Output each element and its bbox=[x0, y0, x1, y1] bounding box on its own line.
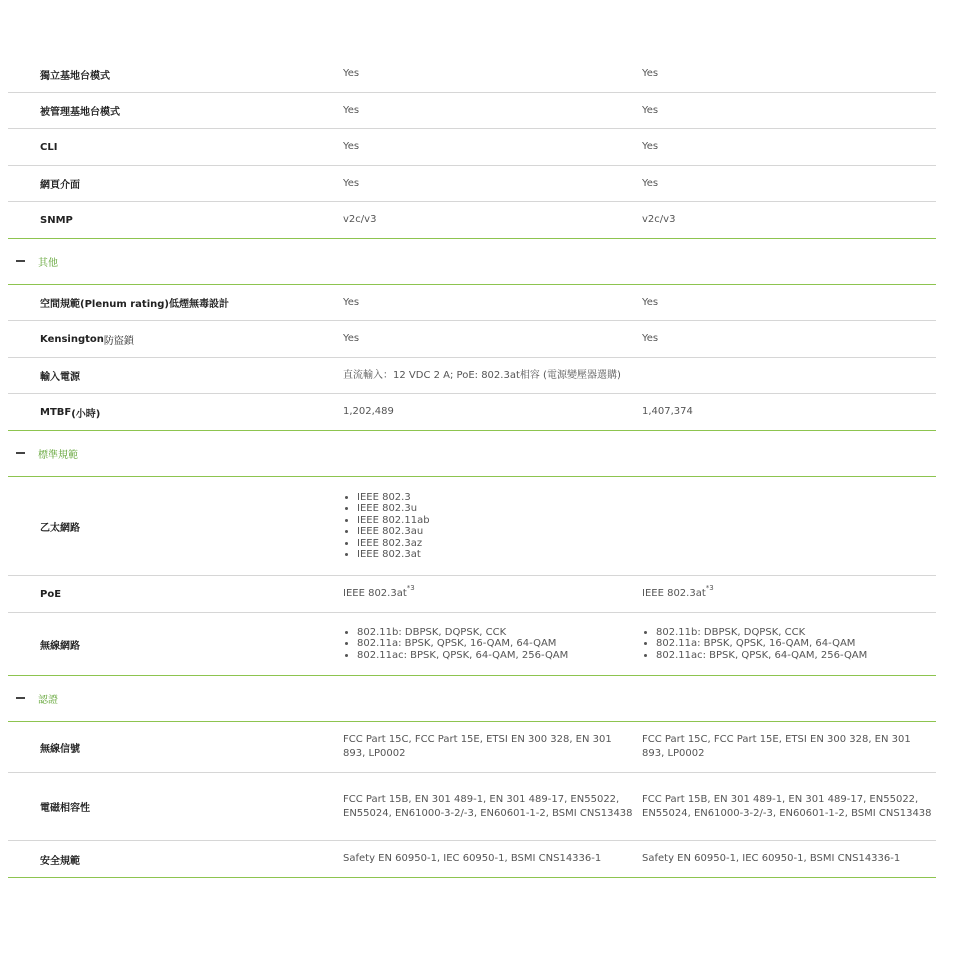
ethernet-standards-list bbox=[343, 492, 430, 561]
value-model-a: FCC Part 15C, FCC Part 15E, ETSI EN 300 328, EN 301 893, LP0002 bbox=[343, 734, 612, 759]
value-model-a: 1,202,489 bbox=[343, 406, 394, 417]
list-item: • IEEE 802.3u bbox=[357, 503, 430, 515]
value-model-a bbox=[343, 477, 633, 575]
list-item: • 802.11b: DBPSK, DQPSK, CCK bbox=[656, 627, 867, 639]
value-model-a: Yes bbox=[343, 177, 360, 189]
spec-row-mtbf bbox=[8, 394, 936, 431]
section-title: 其他 bbox=[38, 258, 58, 269]
collapse-minus-icon[interactable] bbox=[16, 260, 25, 262]
row-label: 被管理基地台模式 bbox=[40, 107, 120, 118]
list-item: • 802.11ac: BPSK, QPSK, 64-QAM, 256-QAM bbox=[357, 650, 568, 662]
collapse-minus-icon[interactable] bbox=[16, 452, 25, 454]
spec-row-managed-mode bbox=[8, 93, 936, 129]
list-item: • IEEE 802.3at bbox=[357, 549, 430, 561]
spec-row-snmp bbox=[8, 202, 936, 239]
row-label: 輸入電源 bbox=[40, 372, 80, 383]
spec-row-emc bbox=[8, 773, 936, 841]
poe-value: IEEE 802.3at bbox=[343, 588, 407, 599]
row-label bbox=[40, 321, 340, 357]
value-model-b: FCC Part 15B, EN 301 489-1, EN 301 489-17, EN55022, EN55024, EN61000-3-2/-3, EN60601-1-2, BSMI CNS13438 bbox=[642, 793, 932, 819]
row-label-strong: MTBF bbox=[40, 406, 72, 418]
spec-row-cli bbox=[8, 129, 936, 166]
value-model-a: Yes bbox=[343, 296, 360, 308]
row-label: SNMP bbox=[40, 214, 73, 226]
value-model-b: Yes bbox=[642, 296, 659, 308]
value-model-a bbox=[343, 576, 633, 612]
list-item: • IEEE 802.3az bbox=[357, 538, 430, 550]
footnote-marker: *3 bbox=[705, 584, 714, 592]
section-header-standards[interactable] bbox=[8, 431, 936, 477]
section-header-certification[interactable] bbox=[8, 676, 936, 722]
spec-row-ethernet bbox=[8, 477, 936, 576]
wireless-standards-list bbox=[642, 627, 867, 662]
list-item: • 802.11b: DBPSK, DQPSK, CCK bbox=[357, 627, 568, 639]
spec-row-wireless bbox=[8, 613, 936, 676]
list-item: • 802.11ac: BPSK, QPSK, 64-QAM, 256-QAM bbox=[656, 650, 867, 662]
value-model-a: Yes bbox=[343, 333, 360, 344]
footnote-marker: *3 bbox=[406, 584, 415, 592]
value-model-b bbox=[642, 613, 936, 675]
list-item: • IEEE 802.11ab bbox=[357, 515, 430, 527]
row-label: 獨立基地台模式 bbox=[40, 70, 110, 82]
spec-row-plenum bbox=[8, 285, 936, 321]
row-label: CLI bbox=[40, 141, 58, 153]
value-model-a bbox=[343, 613, 633, 675]
spec-row-poe bbox=[8, 576, 936, 613]
wireless-standards-list bbox=[343, 627, 568, 662]
value-model-a: Yes bbox=[343, 68, 360, 79]
row-label: 空間規範(Plenum rating)低煙無毒設計 bbox=[40, 299, 229, 310]
row-label-rest: 防盜鎖 bbox=[103, 335, 134, 347]
row-label: 無線信號 bbox=[40, 743, 80, 755]
section-header-other[interactable] bbox=[8, 239, 936, 285]
value-model-a: Yes bbox=[343, 141, 360, 152]
value-model-b: Yes bbox=[642, 177, 659, 189]
spec-row-web-ui bbox=[8, 166, 936, 202]
spec-row-kensington bbox=[8, 321, 936, 358]
section-title: 標準規範 bbox=[38, 450, 78, 461]
list-item: • 802.11a: BPSK, QPSK, 16-QAM, 64-QAM bbox=[357, 638, 568, 650]
row-label: 電磁相容性 bbox=[40, 803, 90, 814]
value-model-b: v2c/v3 bbox=[642, 214, 676, 225]
value-model-b: Safety EN 60950-1, IEC 60950-1, BSMI CNS14336-1 bbox=[642, 853, 901, 864]
value-model-b bbox=[642, 576, 936, 612]
value-shared: 直流輸入：12 VDC 2 A; PoE: 802.3at相容 (電源變壓器選購) bbox=[343, 369, 621, 381]
value-model-a: Yes bbox=[343, 104, 360, 116]
poe-value: IEEE 802.3at bbox=[642, 588, 706, 599]
list-item: • IEEE 802.3 bbox=[357, 492, 430, 504]
row-label: 乙太網路 bbox=[40, 522, 80, 534]
spec-row-safety bbox=[8, 841, 936, 878]
row-label-rest: (小時) bbox=[71, 408, 101, 420]
spec-table bbox=[8, 56, 936, 878]
value-model-a: FCC Part 15B, EN 301 489-1, EN 301 489-17, EN55022, EN55024, EN61000-3-2/-3, EN60601-1-2, BSMI CNS13438 bbox=[343, 793, 633, 819]
value-model-a: Safety EN 60950-1, IEC 60950-1, BSMI CNS14336-1 bbox=[343, 853, 602, 864]
collapse-minus-icon[interactable] bbox=[16, 697, 25, 699]
value-model-b: Yes bbox=[642, 104, 659, 116]
value-model-a: v2c/v3 bbox=[343, 214, 377, 225]
row-label: 無線網路 bbox=[40, 640, 80, 652]
list-item: • IEEE 802.3au bbox=[357, 526, 430, 538]
row-label: PoE bbox=[40, 588, 62, 600]
row-label: 網頁介面 bbox=[40, 180, 80, 191]
row-label bbox=[40, 394, 340, 430]
list-item: • 802.11a: BPSK, QPSK, 16-QAM, 64-QAM bbox=[656, 638, 867, 650]
value-model-b: 1,407,374 bbox=[642, 406, 693, 417]
spec-row-standalone-mode bbox=[8, 56, 936, 93]
spec-row-radio bbox=[8, 722, 936, 773]
spec-row-power-input bbox=[8, 358, 936, 394]
row-label: 安全規範 bbox=[40, 855, 80, 867]
value-model-b: FCC Part 15C, FCC Part 15E, ETSI EN 300 328, EN 301 893, LP0002 bbox=[642, 734, 911, 759]
value-model-b: Yes bbox=[642, 333, 659, 344]
section-title: 認證 bbox=[38, 695, 58, 706]
value-model-b: Yes bbox=[642, 68, 659, 79]
row-label-strong: Kensington bbox=[40, 333, 104, 345]
value-model-b: Yes bbox=[642, 141, 659, 152]
